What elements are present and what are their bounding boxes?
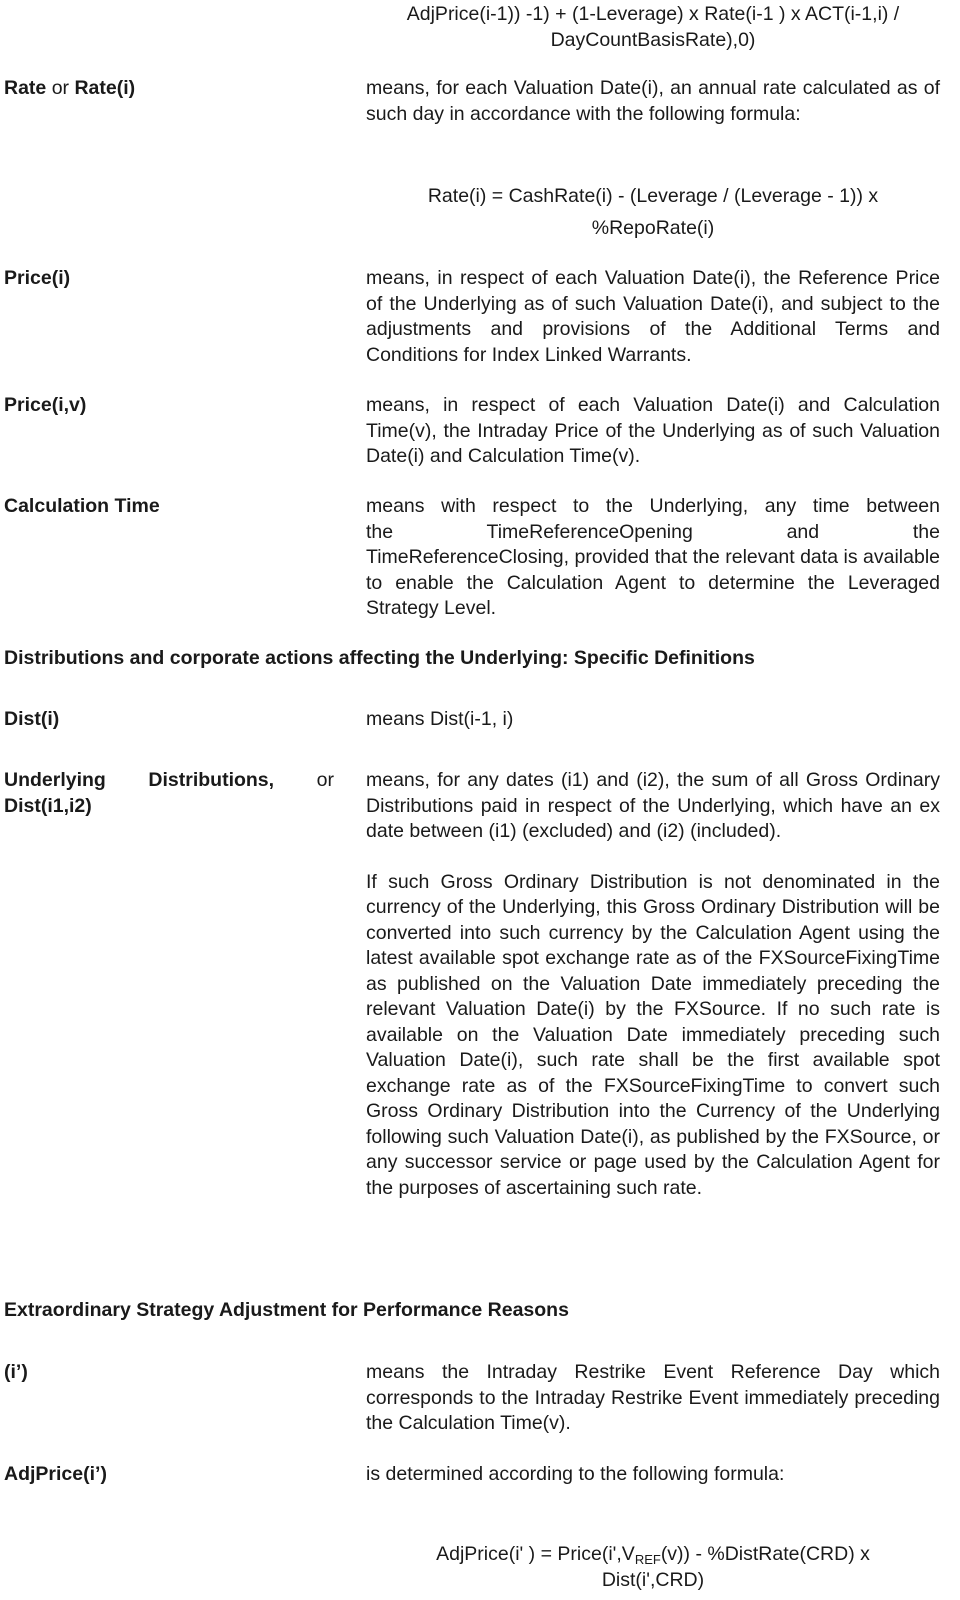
def-rate-text: means, for each Valuation Date(i), an annual rate calculated as of such day in accordance with the following formula: <box>366 77 940 125</box>
def-calc-line2: the TimeReferenceOpening and the <box>366 520 940 543</box>
def-underlying-distributions <box>366 768 940 1201</box>
term-underlying-distributions <box>4 768 334 819</box>
adjprice-formula-sub: REF <box>634 1552 661 1567</box>
term-price-i: Price(i) <box>4 267 71 289</box>
rate-formula-line2: %RepoRate(i) <box>591 216 715 239</box>
adjprice-formula <box>366 1542 940 1593</box>
def-price-i-text: means, in respect of each Valuation Date(i), the Reference Price of the Underlying as of such Valuation Date(i), and subject to the adjustments and provisions of the Additional Terms and Conditions for Index Linked Warrants. <box>366 267 940 366</box>
adjprice-formula-line2: Dist(i',CRD) <box>601 1568 705 1591</box>
def-rate <box>366 76 940 127</box>
term-underlying-line1 <box>4 768 334 794</box>
def-adjprice <box>366 1462 940 1488</box>
term-rate-or: or <box>46 77 75 99</box>
def-i-prime-text: means the Intraday Restrike Event Reference Day which corresponds to the Intraday Restrike Event immediately preceding the Calculation Time(v). <box>366 1361 940 1434</box>
term-rate-a: Rate <box>4 77 47 99</box>
def-calc-rest: TimeReferenceClosing, provided that the relevant data is available to enable the Calculation Agent to determine the Leveraged Strategy Level. <box>366 546 940 619</box>
def-underlying-p1: means, for any dates (i1) and (i2), the sum of all Gross Ordinary Distributions paid in respect of the Underlying, which have an ex date between (i1) (excluded) and (i2) (included). <box>366 769 940 842</box>
def-dist-i <box>366 707 940 733</box>
term-calculation-time: Calculation Time <box>4 495 160 517</box>
def-price-iv <box>366 393 940 470</box>
heading-extraordinary: Extraordinary Strategy Adjustment for Performance Reasons <box>4 1299 569 1321</box>
def-underlying-p2: If such Gross Ordinary Distribution is not denominated in the currency of the Underlying, this Gross Ordinary Distribution will be converted into such currency by the Calculation Agent using the latest available spot exchange rate as of the FXSourceFixingTime as published on the Valuation Date immediately preceding the relevant Valuation Date(i) by the FXSource. If no such rate is available on the Valuation Date immediately preceding such Valuation Date(i), such rate shall be the first available spot exchange rate as of the FXSourceFixingTime to convert such Gross Ordinary Distribution into the Currency of the Underlying following such Valuation Date(i), as published by the FXSource, or any successor service or page used by the Calculation Agent for the purposes of ascertaining such rate. <box>366 870 940 1199</box>
term-price-iv: Price(i,v) <box>4 394 87 416</box>
heading-distributions: Distributions and corporate actions affecting the Underlying: Specific Definitions <box>4 647 755 669</box>
term-adjprice: AdjPrice(i’) <box>4 1463 107 1485</box>
def-price-iv-text: means, in respect of each Valuation Date(i) and Calculation Time(v), the Intraday Price of the Underlying as of such Valuation Date(i) and Calculation Time(v). <box>366 394 940 467</box>
term-rate-b: Rate(i) <box>74 77 136 99</box>
def-calculation-time <box>366 494 940 622</box>
rate-formula <box>366 184 940 241</box>
rate-formula-line1: Rate(i) = CashRate(i) - (Leverage / (Leverage - 1)) x <box>427 185 879 207</box>
term-i-prime: (i’) <box>4 1361 28 1383</box>
term-underlying-line2: Dist(i1,i2) <box>4 794 92 817</box>
adjprice-formula-line1 <box>366 1542 940 1568</box>
adjprice-formula-b: (v)) - %DistRate(CRD) x <box>660 1543 870 1565</box>
adjprice-formula-a: AdjPrice(i' ) = Price(i',V <box>436 1543 635 1565</box>
top-formula <box>366 2 940 53</box>
term-distributions-word: Distributions, <box>148 769 275 791</box>
term-or-word: or <box>316 769 334 791</box>
def-price-i <box>366 266 940 368</box>
top-formula-line2: DayCountBasisRate),0) <box>550 28 756 51</box>
def-i-prime <box>366 1360 940 1437</box>
def-adjprice-text: is determined according to the following formula: <box>366 1463 785 1485</box>
term-rate <box>4 76 135 102</box>
top-formula-line1: AdjPrice(i-1)) -1) + (1-Leverage) x Rate(i-1 ) x ACT(i-1,i) / <box>406 3 900 25</box>
def-dist-i-text: means Dist(i-1, i) <box>366 708 514 730</box>
def-calc-line1: means with respect to the Underlying, any time between <box>366 495 940 517</box>
term-underlying-word: Underlying <box>4 769 106 791</box>
term-dist-i: Dist(i) <box>4 708 60 730</box>
